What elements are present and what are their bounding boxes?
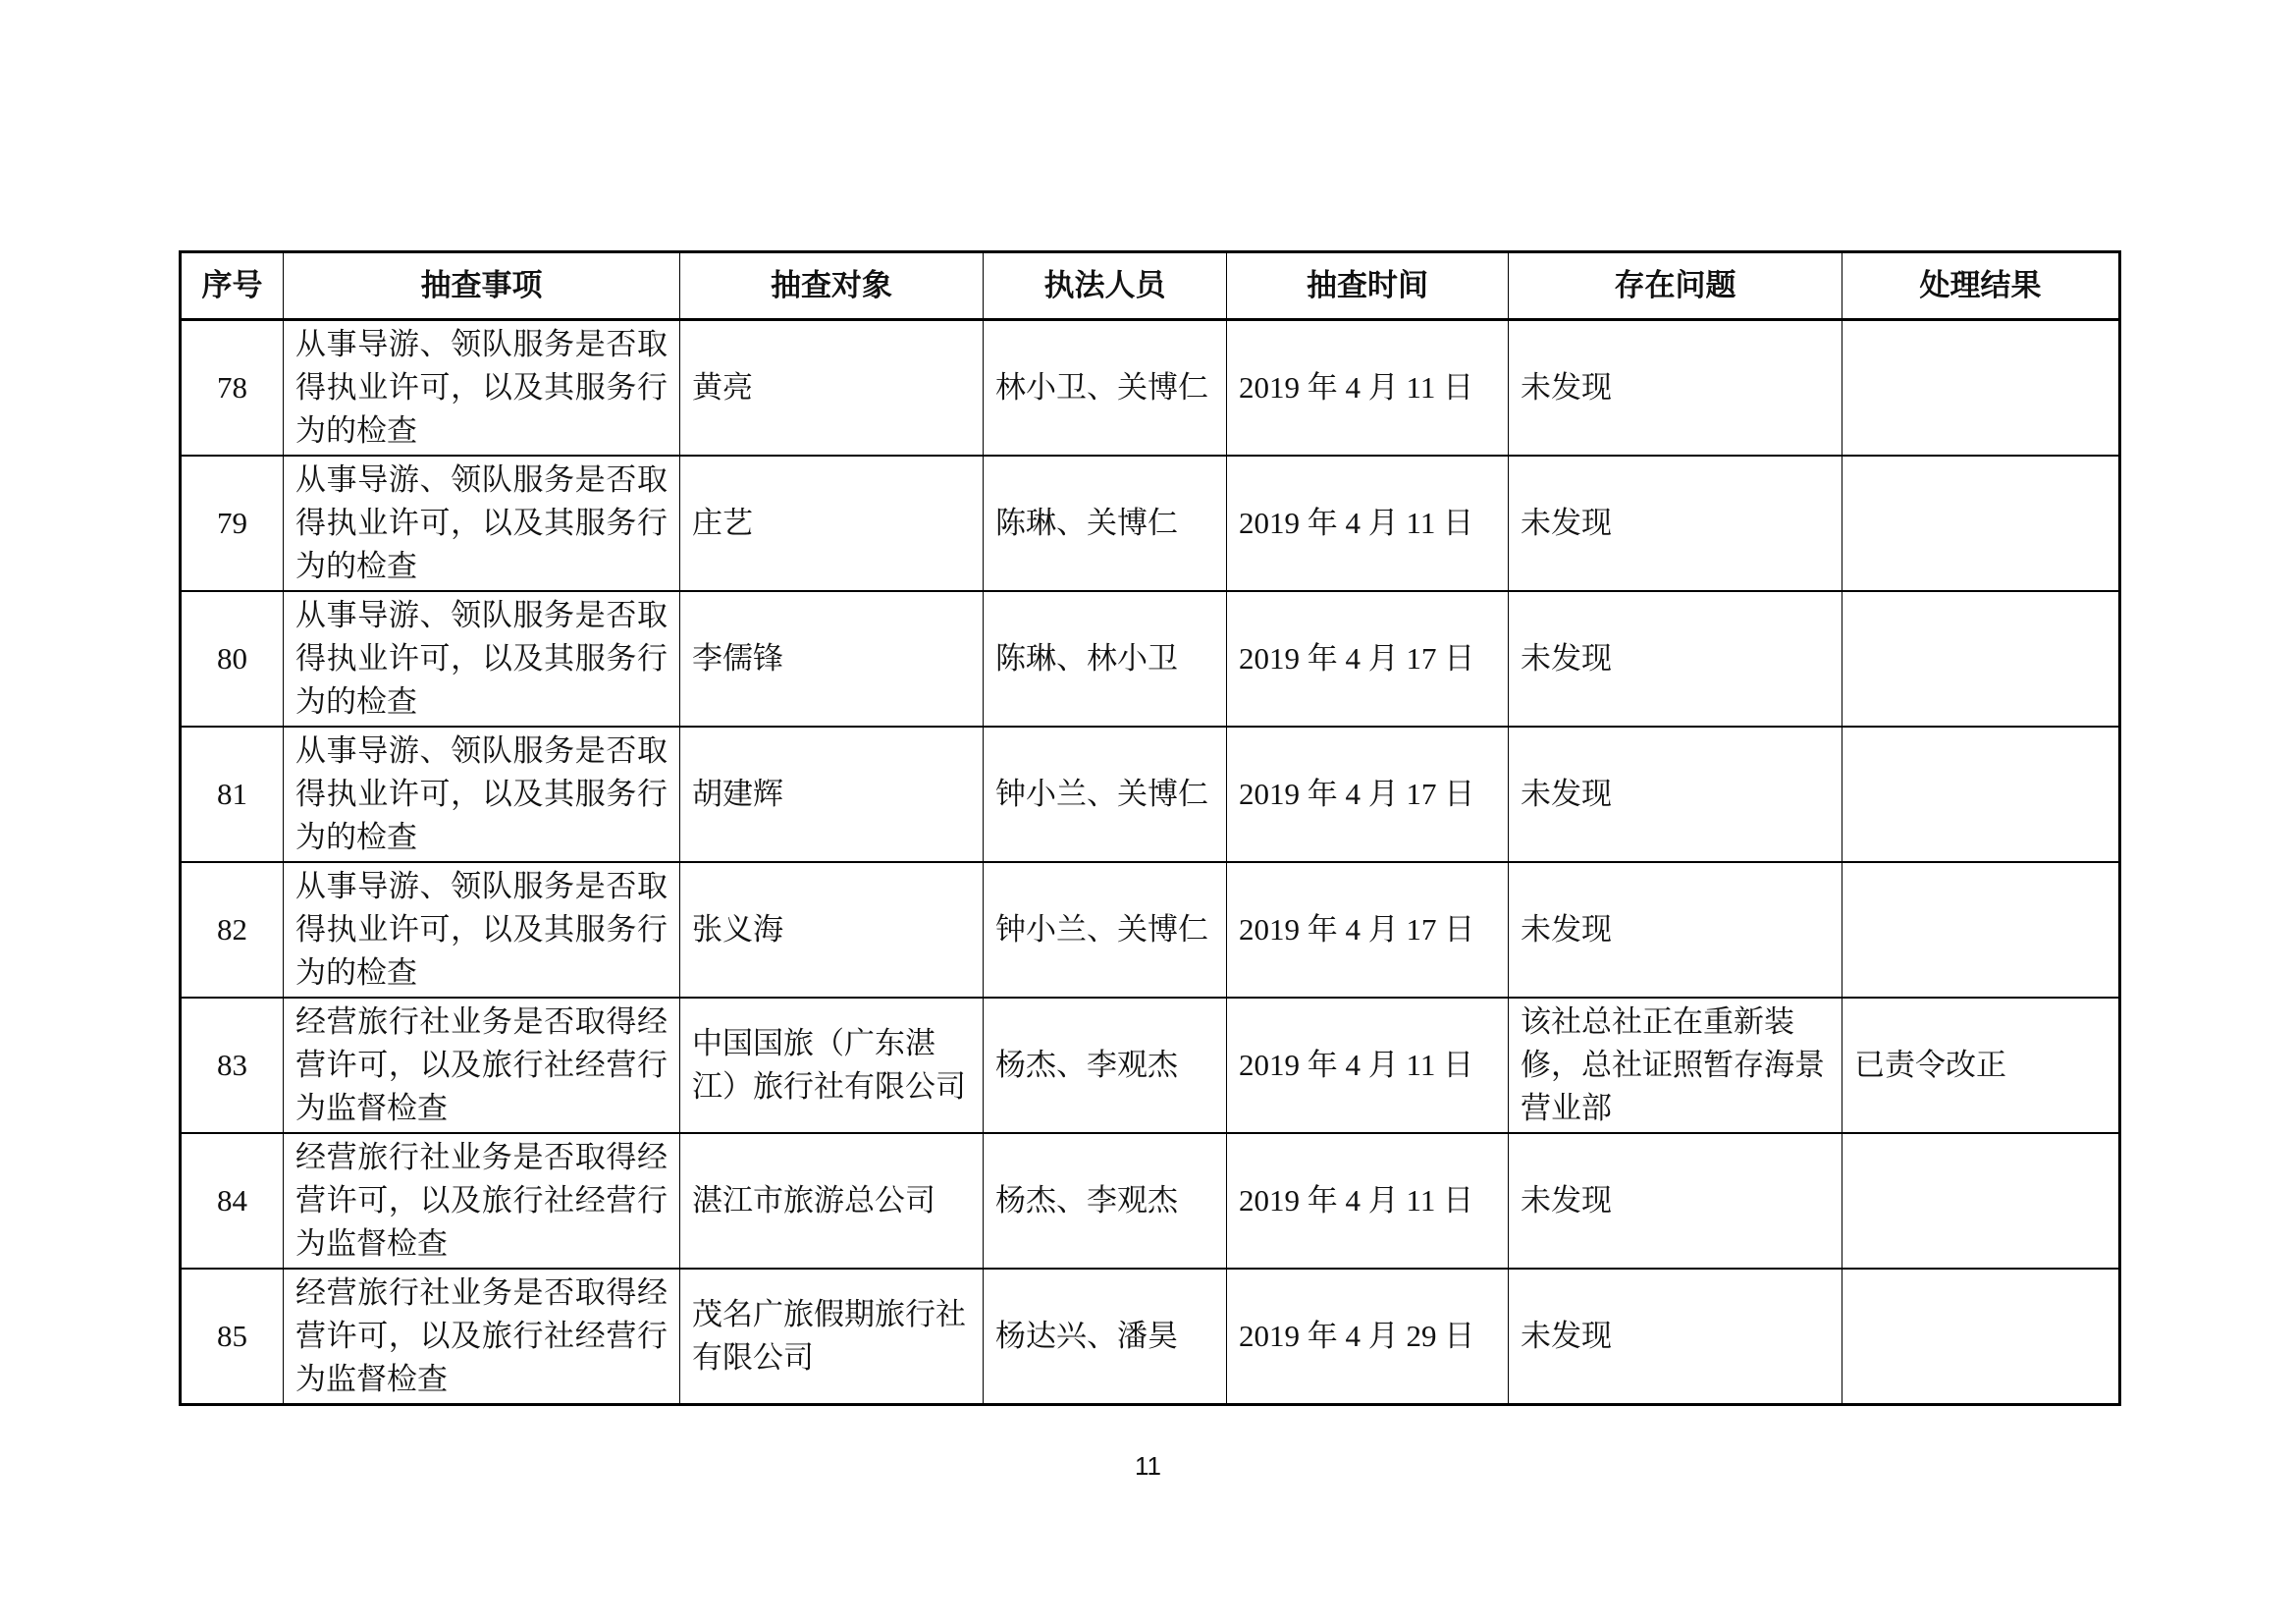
- cell-inspection-date: 2019 年 4 月 29 日: [1227, 1269, 1509, 1405]
- cell-serial-number: 80: [181, 591, 284, 727]
- cell-inspection-date: 2019 年 4 月 17 日: [1227, 862, 1509, 998]
- header-handling-result: 处理结果: [1842, 252, 2120, 320]
- cell-inspection-matter: 经营旅行社业务是否取得经营许可，以及旅行社经营行为监督检查: [284, 998, 680, 1133]
- cell-inspection-target: 黄亮: [680, 320, 984, 457]
- cell-inspection-date: 2019 年 4 月 11 日: [1227, 1133, 1509, 1269]
- cell-serial-number: 82: [181, 862, 284, 998]
- cell-inspection-target: 中国国旅（广东湛江）旅行社有限公司: [680, 998, 984, 1133]
- cell-inspection-matter: 从事导游、领队服务是否取得执业许可，以及其服务行为的检查: [284, 320, 680, 457]
- cell-enforcement-officers: 杨杰、李观杰: [984, 1133, 1227, 1269]
- table-row: [181, 727, 2120, 862]
- header-inspection-target: 抽查对象: [680, 252, 984, 320]
- table-row: [181, 1269, 2120, 1405]
- table-row: [181, 591, 2120, 727]
- cell-serial-number: 78: [181, 320, 284, 457]
- cell-handling-result: [1842, 591, 2120, 727]
- cell-inspection-matter: 经营旅行社业务是否取得经营许可，以及旅行社经营行为监督检查: [284, 1269, 680, 1405]
- table-row: [181, 456, 2120, 591]
- cell-enforcement-officers: 陈琳、关博仁: [984, 456, 1227, 591]
- cell-enforcement-officers: 钟小兰、关博仁: [984, 862, 1227, 998]
- header-problems-found: 存在问题: [1509, 252, 1842, 320]
- cell-handling-result: [1842, 1269, 2120, 1405]
- cell-problems-found: 未发现: [1509, 862, 1842, 998]
- cell-serial-number: 83: [181, 998, 284, 1133]
- cell-problems-found: 未发现: [1509, 1269, 1842, 1405]
- page-number: 11: [1135, 1451, 1161, 1481]
- table-row: [181, 862, 2120, 998]
- header-enforcement-officers: 执法人员: [984, 252, 1227, 320]
- cell-inspection-target: 庄艺: [680, 456, 984, 591]
- cell-serial-number: 81: [181, 727, 284, 862]
- cell-inspection-target: 茂名广旅假期旅行社有限公司: [680, 1269, 984, 1405]
- cell-serial-number: 79: [181, 456, 284, 591]
- cell-enforcement-officers: 林小卫、关博仁: [984, 320, 1227, 457]
- cell-problems-found: 未发现: [1509, 1133, 1842, 1269]
- table-row: [181, 320, 2120, 457]
- cell-enforcement-officers: 陈琳、林小卫: [984, 591, 1227, 727]
- cell-inspection-target: 张义海: [680, 862, 984, 998]
- table-row: [181, 1133, 2120, 1269]
- cell-inspection-matter: 从事导游、领队服务是否取得执业许可，以及其服务行为的检查: [284, 727, 680, 862]
- header-inspection-matter: 抽查事项: [284, 252, 680, 320]
- cell-serial-number: 85: [181, 1269, 284, 1405]
- cell-handling-result: 已责令改正: [1842, 998, 2120, 1133]
- cell-inspection-date: 2019 年 4 月 17 日: [1227, 591, 1509, 727]
- cell-problems-found: 未发现: [1509, 320, 1842, 457]
- cell-inspection-date: 2019 年 4 月 17 日: [1227, 727, 1509, 862]
- cell-problems-found: 未发现: [1509, 727, 1842, 862]
- cell-inspection-date: 2019 年 4 月 11 日: [1227, 320, 1509, 457]
- cell-inspection-date: 2019 年 4 月 11 日: [1227, 456, 1509, 591]
- cell-inspection-target: 湛江市旅游总公司: [680, 1133, 984, 1269]
- cell-handling-result: [1842, 862, 2120, 998]
- cell-inspection-target: 李儒锋: [680, 591, 984, 727]
- table-row: [181, 998, 2120, 1133]
- table-header-row: [181, 252, 2120, 320]
- cell-inspection-matter: 从事导游、领队服务是否取得执业许可，以及其服务行为的检查: [284, 591, 680, 727]
- cell-handling-result: [1842, 1133, 2120, 1269]
- cell-problems-found: 该社总社正在重新装修，总社证照暂存海景营业部: [1509, 998, 1842, 1133]
- cell-inspection-target: 胡建辉: [680, 727, 984, 862]
- cell-enforcement-officers: 钟小兰、关博仁: [984, 727, 1227, 862]
- cell-enforcement-officers: 杨杰、李观杰: [984, 998, 1227, 1133]
- cell-inspection-matter: 从事导游、领队服务是否取得执业许可，以及其服务行为的检查: [284, 456, 680, 591]
- cell-problems-found: 未发现: [1509, 456, 1842, 591]
- cell-inspection-matter: 经营旅行社业务是否取得经营许可，以及旅行社经营行为监督检查: [284, 1133, 680, 1269]
- cell-handling-result: [1842, 320, 2120, 457]
- inspection-table: [179, 250, 2121, 1406]
- cell-enforcement-officers: 杨达兴、潘昊: [984, 1269, 1227, 1405]
- header-inspection-date: 抽查时间: [1227, 252, 1509, 320]
- cell-serial-number: 84: [181, 1133, 284, 1269]
- header-serial-number: 序号: [181, 252, 284, 320]
- cell-handling-result: [1842, 456, 2120, 591]
- cell-problems-found: 未发现: [1509, 591, 1842, 727]
- cell-inspection-date: 2019 年 4 月 11 日: [1227, 998, 1509, 1133]
- cell-handling-result: [1842, 727, 2120, 862]
- cell-inspection-matter: 从事导游、领队服务是否取得执业许可，以及其服务行为的检查: [284, 862, 680, 998]
